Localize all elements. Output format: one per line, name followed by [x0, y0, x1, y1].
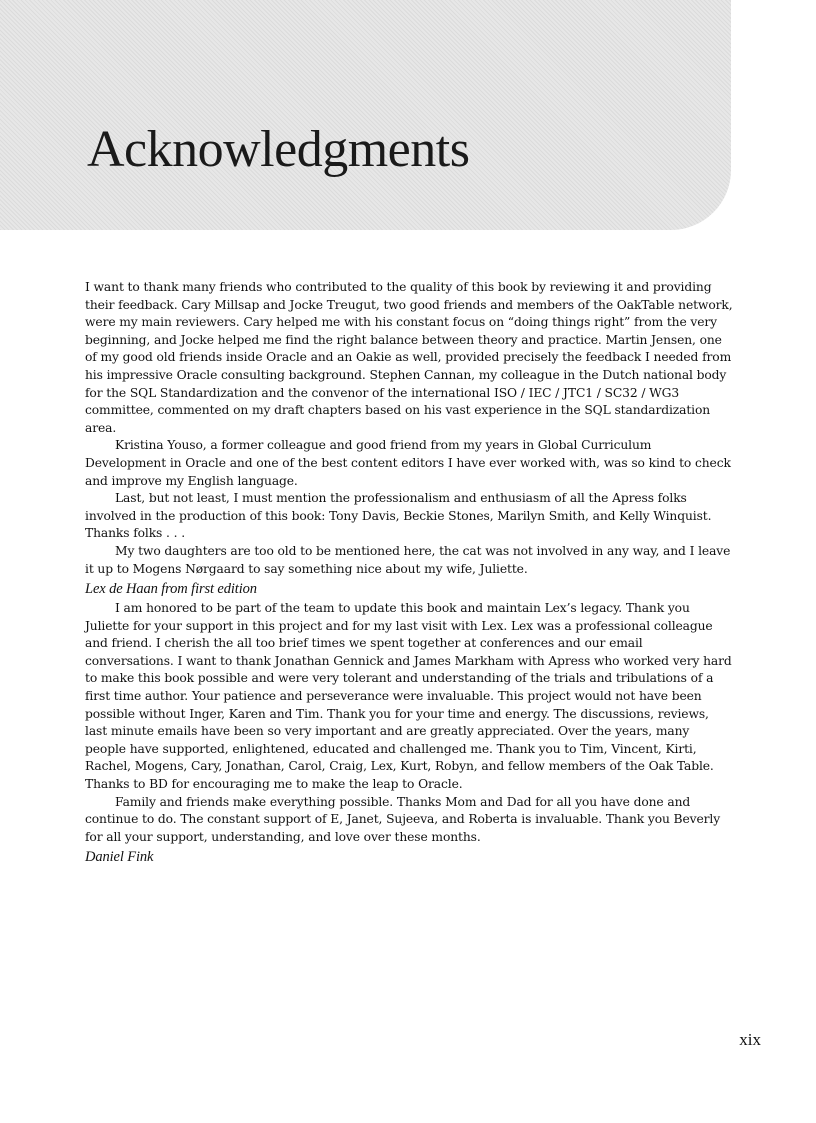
page-title: Acknowledgments: [87, 121, 470, 178]
paragraph: Kristina Youso, a former colleague and good friend from my years in Global Curriculum Development in Oracle and one of the best content editors I have ever worked with, was so kind to check and improve my English language.: [85, 438, 731, 488]
paragraph: Last, but not least, I must mention the professionalism and enthusiasm of all the Apress folks involved in the production of this book: Tony Davis, Beckie Stones, Marilyn Smith, and Kelly Winquist. Thanks folks . . .: [85, 491, 712, 541]
acknowledgments-body: [85, 279, 733, 868]
chapter-header-band: [0, 0, 731, 230]
paragraph: Family and friends make everything possible. Thanks Mom and Dad for all you have done and continue to do. The constant support of E, Janet, Sujeeva, and Roberta is invaluable. Thank you Beverly for all your support, understanding, and love over these months.: [85, 794, 721, 844]
page-number: xix: [739, 1030, 761, 1049]
paragraph: I am honored to be part of the team to update this book and maintain Lex’s legacy. Thank you Juliette for your support in this project and for my last visit with Lex. Lex was a professional colleague and friend. I cherish the all too brief times we spent together at conferences and our email conversations. I want to thank Jonathan Gennick and James Markham with Apress who worked very hard to make this book possible and were very tolerant and understanding of the trials and tribulations of a first time author. Your patience and perseverance were invaluable. This project would not have been possible without Inger, Karen and Tim. Thank you for your time and energy. The discussions, reviews, last minute emails have been so very important and are greatly appreciated. Over the years, many people have supported, enlightened, educated and challenged me. Thank you to Tim, Vincent, Kirti, Rachel, Mogens, Cary, Jonathan, Carol, Craig, Lex, Kurt, Robyn, and fellow members of the Oak Table. Thanks to BD for encouraging me to make the leap to Oracle.: [85, 601, 732, 792]
paragraph: My two daughters are too old to be mentioned here, the cat was not involved in any way, and I leave it up to Mogens Nørgaard to say something nice about my wife, Juliette.: [85, 543, 731, 576]
signature-lex-de-haan: Lex de Haan from first edition: [85, 581, 257, 598]
paragraph: I want to thank many friends who contributed to the quality of this book by reviewing it and providing their feedback. Cary Millsap and Jocke Treugut, two good friends and members of the OakTable network, were my main reviewers. Cary helped me with his constant focus on “doing things right” from the very beginning, and Jocke helped me find the right balance between theory and practice. Martin Jensen, one of my good old friends inside Oracle and an Oakie as well, provided precisely the feedback I needed from his impressive Oracle consulting background. Stephen Cannan, my colleague in the Dutch national body for the SQL Standardization and the convenor of the international ISO / IEC / JTC1 / SC32 / WG3 committee, commented on my draft chapters based on his vast experience in the SQL standardization area.: [85, 280, 733, 435]
signature-daniel-fink: Daniel Fink: [85, 849, 154, 866]
